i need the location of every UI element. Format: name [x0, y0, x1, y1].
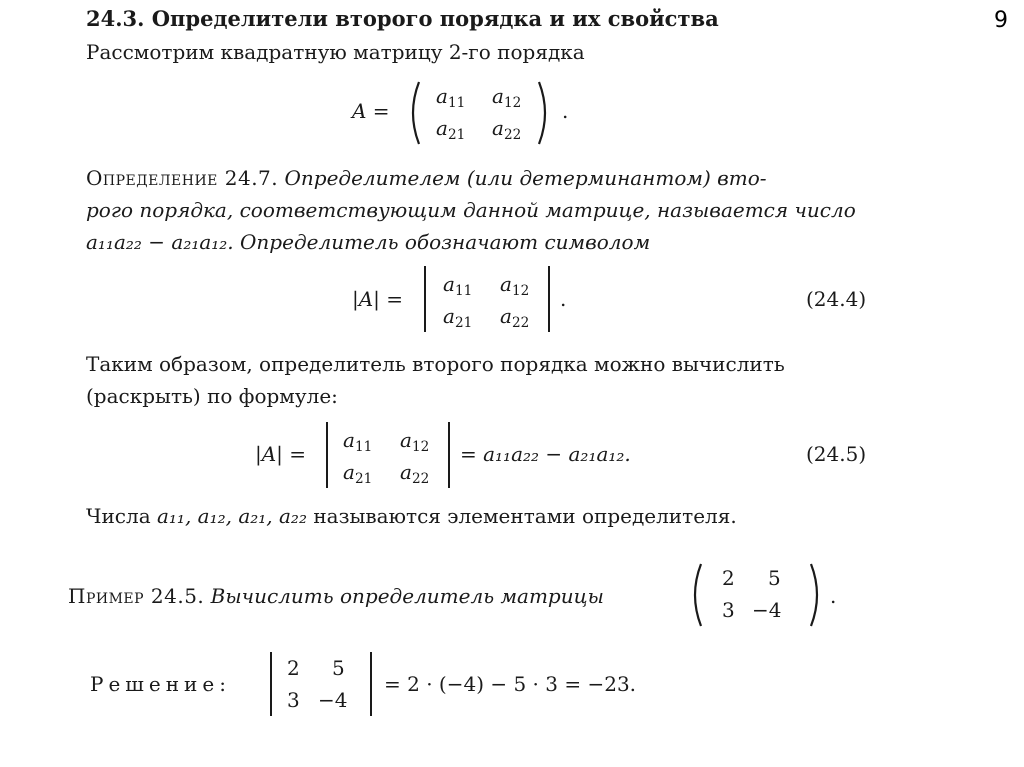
right-paren [536, 80, 554, 146]
elements-prefix: Числа [86, 504, 151, 528]
solution-right-bar [370, 652, 372, 716]
elements-suffix: называются элементами определителя. [313, 504, 737, 528]
det-cell-a22: $a_{22}$ [500, 304, 530, 332]
definition-text-3: Определитель обозначают символом [240, 230, 651, 254]
example-period: . [830, 584, 837, 608]
example-cell-21: 3 [722, 598, 735, 622]
eq-24-5-lhs: |A| = [255, 442, 307, 466]
solution-cell-22: −4 [318, 688, 348, 712]
det2-right-bar [448, 422, 450, 488]
example-text: Вычислить определитель матрицы [210, 584, 604, 608]
definition-line-1 [86, 166, 767, 190]
elements-sentence [86, 504, 737, 528]
solution-left-bar [270, 652, 272, 716]
det2-cell-a22: $a_{22}$ [400, 460, 430, 488]
det-cell-a21: $a_{21}$ [443, 304, 473, 332]
det-cell-a12: $a_{12}$ [500, 272, 530, 300]
elements-expression: a₁₁, a₁₂, a₂₁, a₂₂ [156, 504, 307, 528]
example-cell-22: −4 [752, 598, 782, 622]
matrix-cell-a11: $a_{11}$ [436, 84, 466, 112]
section-title: 24.3. Определители второго порядка и их свойства [86, 6, 719, 31]
thus-line-1: Таким образом, определитель второго порядка можно вычислить [86, 352, 785, 376]
definition-text-1: Определителем (или детерминантом) вто- [284, 166, 767, 190]
example-line [68, 584, 604, 608]
eq-24-5-number: (24.5) [806, 442, 867, 466]
solution-cell-11: 2 [287, 656, 300, 680]
example-label: Пример 24.5. [68, 584, 205, 608]
solution-result: = 2 · (−4) − 5 · 3 = −23. [384, 672, 637, 696]
det2-cell-a11: $a_{11}$ [343, 428, 373, 456]
solution-cell-21: 3 [287, 688, 300, 712]
example-right-paren [808, 562, 826, 628]
definition-line-2: рого порядка, соответствующим данной матрице, называется число [86, 198, 856, 222]
example-left-paren [686, 562, 704, 628]
matrix-lhs: A = [352, 99, 390, 123]
matrix-cell-a21: $a_{21}$ [436, 116, 466, 144]
left-paren [404, 80, 422, 146]
matrix-cell-a12: $a_{12}$ [492, 84, 522, 112]
eq-24-4-lhs: |A| = [352, 287, 404, 311]
thus-line-2: (раскрыть) по формуле: [86, 384, 338, 408]
matrix-period: . [562, 99, 569, 123]
solution-cell-12: 5 [332, 656, 345, 680]
det-left-bar [424, 266, 426, 332]
eq-24-4-number: (24.4) [806, 287, 867, 311]
slide-number: 9 [994, 8, 1008, 33]
eq-24-4-period: . [560, 287, 567, 311]
solution-label: Решение: [90, 672, 231, 696]
definition-label: Определение 24.7. [86, 166, 279, 190]
intro-text: Рассмотрим квадратную матрицу 2-го порядка [86, 40, 585, 64]
det2-left-bar [326, 422, 328, 488]
det2-cell-a21: $a_{21}$ [343, 460, 373, 488]
definition-line-3 [86, 230, 650, 254]
matrix-cell-a22: $a_{22}$ [492, 116, 522, 144]
example-cell-12: 5 [768, 566, 781, 590]
example-cell-11: 2 [722, 566, 735, 590]
det2-cell-a12: $a_{12}$ [400, 428, 430, 456]
det-right-bar [548, 266, 550, 332]
definition-expression: a₁₁a₂₂ − a₂₁a₁₂. [86, 230, 234, 254]
eq-24-5-rhs: = a₁₁a₂₂ − a₂₁a₁₂. [460, 442, 631, 466]
det-cell-a11: $a_{11}$ [443, 272, 473, 300]
